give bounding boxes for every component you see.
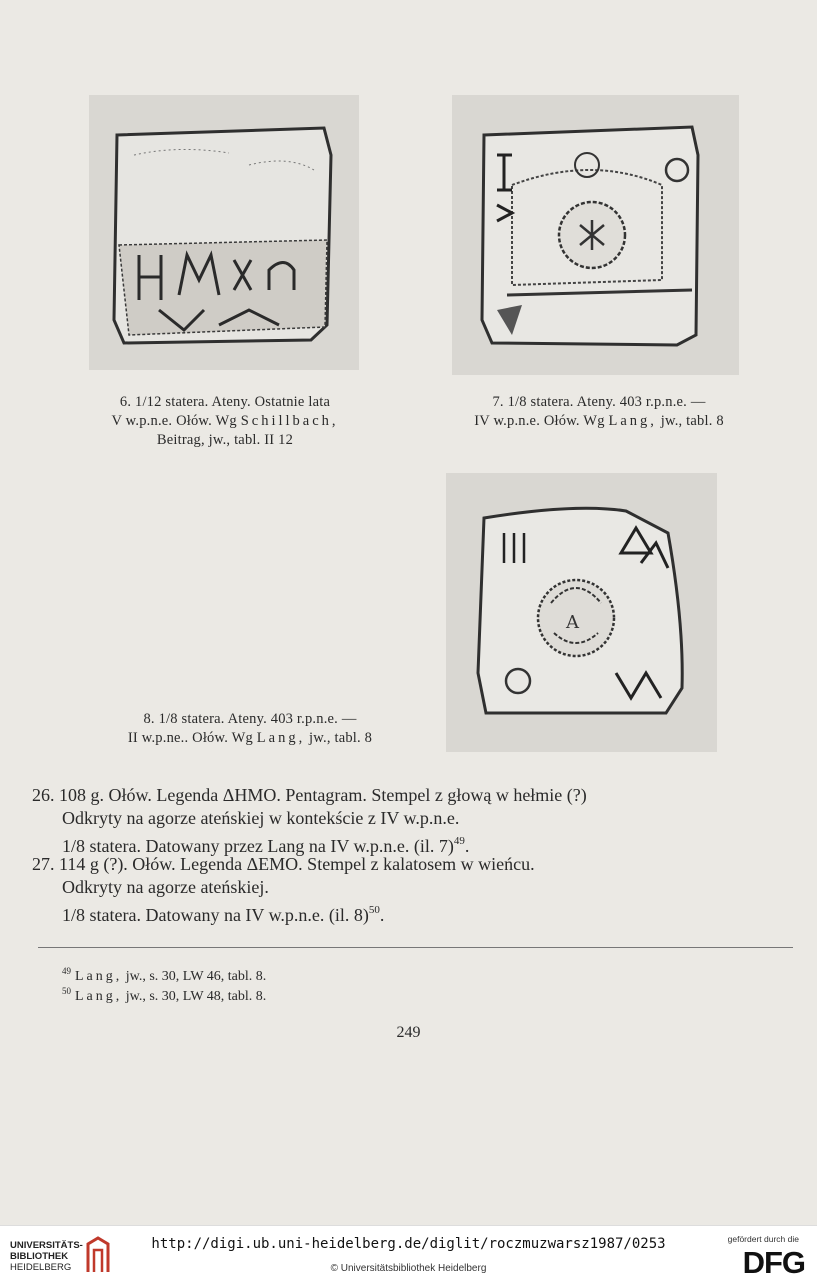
library-logo-text: UNIVERSITÄTS- BIBLIOTHEK HEIDELBERG xyxy=(10,1240,83,1273)
plate-6-image xyxy=(89,95,359,370)
entry-line: 26. 108 g. Ołów. Legenda ΔHMO. Pentagram. Stempel z głową w hełmie (?) xyxy=(32,785,587,805)
entry-line: Odkryty na agorze ateńskiej w kontekście z IV w.p.n.e. xyxy=(62,808,460,828)
entry-line: 1/8 statera. Datowany przez Lang na IV w.p.n.e. (il. 7)$^{49}$. xyxy=(62,835,470,856)
footnote-ref[interactable]: 50 xyxy=(368,904,380,916)
footnote-50: $^{50}$ Lang, jw., s. 30, LW 48, tabl. 8. xyxy=(62,986,267,1004)
funding-label: gefördert durch die xyxy=(727,1234,799,1244)
footnote-ref[interactable]: 49 xyxy=(453,835,465,847)
plate-8-image xyxy=(446,473,717,752)
document-url-link[interactable]: http://digi.ub.uni-heidelberg.de/diglit/roczmuzwarsz1987/0253 xyxy=(151,1236,666,1252)
entry-line: 27. 114 g (?). Ołów. Legenda ΔEMO. Stempel z kalatosem w wieńcu. xyxy=(32,854,535,874)
plate-6-caption: 6. 1/12 statera. Ateny. Ostatnie lata V w.p.n.e. Ołów. Wg Schillbach, Beitrag, jw., tabl. II 12 xyxy=(111,394,339,448)
entry-line: Odkryty na agorze ateńskiej. xyxy=(62,877,269,897)
page-number: 249 xyxy=(396,1024,421,1041)
footnote-49: $^{49}$ Lang, jw., s. 30, LW 46, tabl. 8. xyxy=(62,966,267,984)
entry-26 xyxy=(32,784,752,858)
svg-text:A: A xyxy=(566,612,579,633)
copyright-text: © Universitätsbibliothek Heidelberg xyxy=(330,1263,487,1274)
dfg-logo[interactable]: DFG xyxy=(742,1245,805,1280)
footer-bar xyxy=(0,1225,817,1284)
entry-27 xyxy=(32,853,752,927)
plate-7-image xyxy=(452,95,739,375)
plate-8-caption: 8. 1/8 statera. Ateny. 403 r.p.n.e. — II w.p.ne.. Ołów. Wg Lang, jw., tabl. 8 xyxy=(127,711,373,746)
entry-line: 1/8 statera. Datowany na IV w.p.n.e. (il. 8)$^{50}$. xyxy=(62,904,385,925)
footnote-divider xyxy=(38,947,793,948)
plate-7-caption: 7. 1/8 statera. Ateny. 403 r.p.n.e. — IV w.p.n.e. Ołów. Wg Lang, jw., tabl. 8 xyxy=(474,394,724,429)
